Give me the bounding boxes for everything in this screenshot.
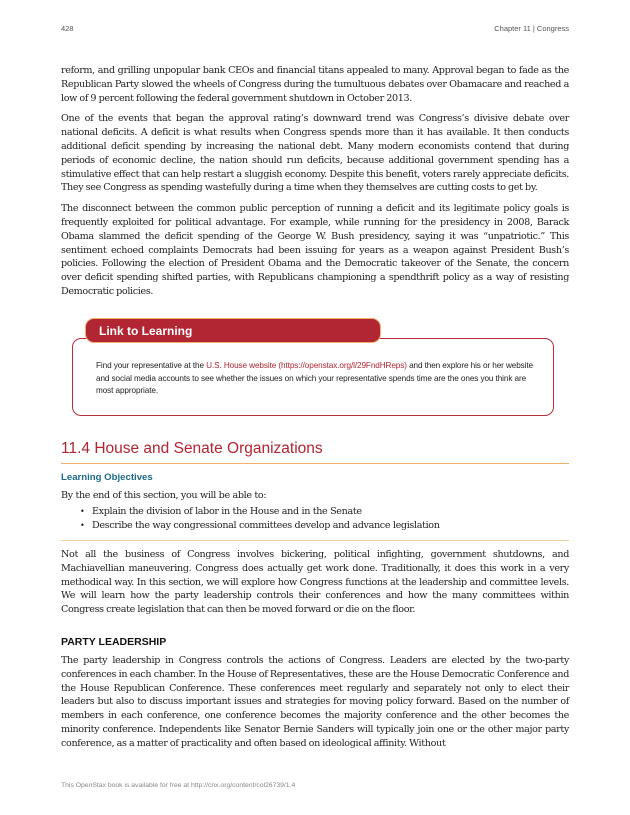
link-to-learning-box xyxy=(72,318,554,416)
chapter-label: Chapter 11 | Congress xyxy=(494,24,569,33)
objective-item: • Explain the division of labor in the House and in the Senate xyxy=(92,505,440,519)
link-to-learning-text xyxy=(96,360,536,398)
subsection-text xyxy=(61,654,569,758)
section-intro-text xyxy=(61,548,569,624)
us-house-website-link[interactable]: U.S. House website (https://openstax.org/l/29FndHReps) xyxy=(206,361,407,370)
learning-objectives-intro: By the end of this section, you will be able to: xyxy=(61,490,267,501)
page-footer: This OpenStax book is available for free at http://cnx.org/content/col26739/1.4 xyxy=(61,782,296,789)
text-after-link: and then explore his or her website and social media accounts to see whether the issues on which your representative spends time are the ones you think are most appropriate. xyxy=(96,361,534,396)
link-to-learning-title: Link to Learning xyxy=(99,324,193,338)
paragraph: reform, and grilling unpopular bank CEOs and financial titans appealed to many. Approval began to fade as the Republican Party slowed the wheels of Congress during the tumultuous debates over Obamacare and reached a low of 9 percent following the federal government shutdown in October 2013. xyxy=(61,65,569,104)
page-number: 428 xyxy=(61,24,74,33)
objective-item: • Describe the way congressional committees develop and advance legislation xyxy=(92,519,440,533)
paragraph: The party leadership in Congress controls the actions of Congress. Leaders are elected by the two-party conferences in each chamber. In the House of Representatives, these are the House Democratic Conference and the House Republican Conference. These conferences meet regularly and separately not only to elect their leaders but also to discuss important issues and strategies for moving policy forward. Based on the number of members in each conference, one conference becomes the majority conference and the other becomes the minority conference. Independents like Senator Bernie Sanders will typically join one or the other major party conference, as a matter of practicality and often based on ideological affinity. Without xyxy=(61,655,569,749)
paragraph: The disconnect between the common public perception of running a deficit and its legitimate policy goals is frequently exploited for political advantage. For example, while running for the presidency in 2008, Barack Obama slammed the deficit spending of the George W. Bush presidency, saying it was “unpatriotic.” This sentiment echoed complaints Democrats had been issuing for years as a weapon against President Bush’s policies. Following the election of President Obama and the Democratic takeover of the Senate, the concern over deficit spending shifted parties, with Republicans championing a spendthrift policy as a way of resisting Democratic policies. xyxy=(61,203,569,297)
objectives-divider xyxy=(61,540,569,541)
learning-objectives-list xyxy=(92,505,440,533)
subsection-heading: PARTY LEADERSHIP xyxy=(61,636,167,648)
text-before-link: Find your representative at the xyxy=(96,361,207,370)
section-title: 11.4 House and Senate Organizations xyxy=(61,440,569,464)
top-body-text xyxy=(61,64,569,306)
paragraph: One of the events that began the approval rating’s downward trend was Congress’s divisive debate over national deficits. A deficit is what results when Congress spends more than it has available. It then conducts additional deficit spending by increasing the national debt. Many modern economists contend that during periods of economic decline, the nation should run deficits, because additional government spending has a stimulative effect that can help restart a sluggish economy. Despite this benefit, voters rarely appreciate deficits. They see Congress as spending wastefully during a time when they themselves are cutting costs to get by. xyxy=(61,113,569,194)
link-to-learning-tab xyxy=(85,318,381,343)
running-header xyxy=(61,24,569,33)
paragraph: Not all the business of Congress involves bickering, political infighting, government shutdowns, and Machiavellian maneuvering. Congress does actually get work done. Traditionally, it does this work in a very methodical way. In this section, we will explore how Congress functions at the leadership and committee levels. We will learn how the party leadership controls their conferences and how the many committees within Congress create legislation that can then be moved forward or die on the floor. xyxy=(61,549,569,616)
learning-objectives-heading: Learning Objectives xyxy=(61,472,153,483)
